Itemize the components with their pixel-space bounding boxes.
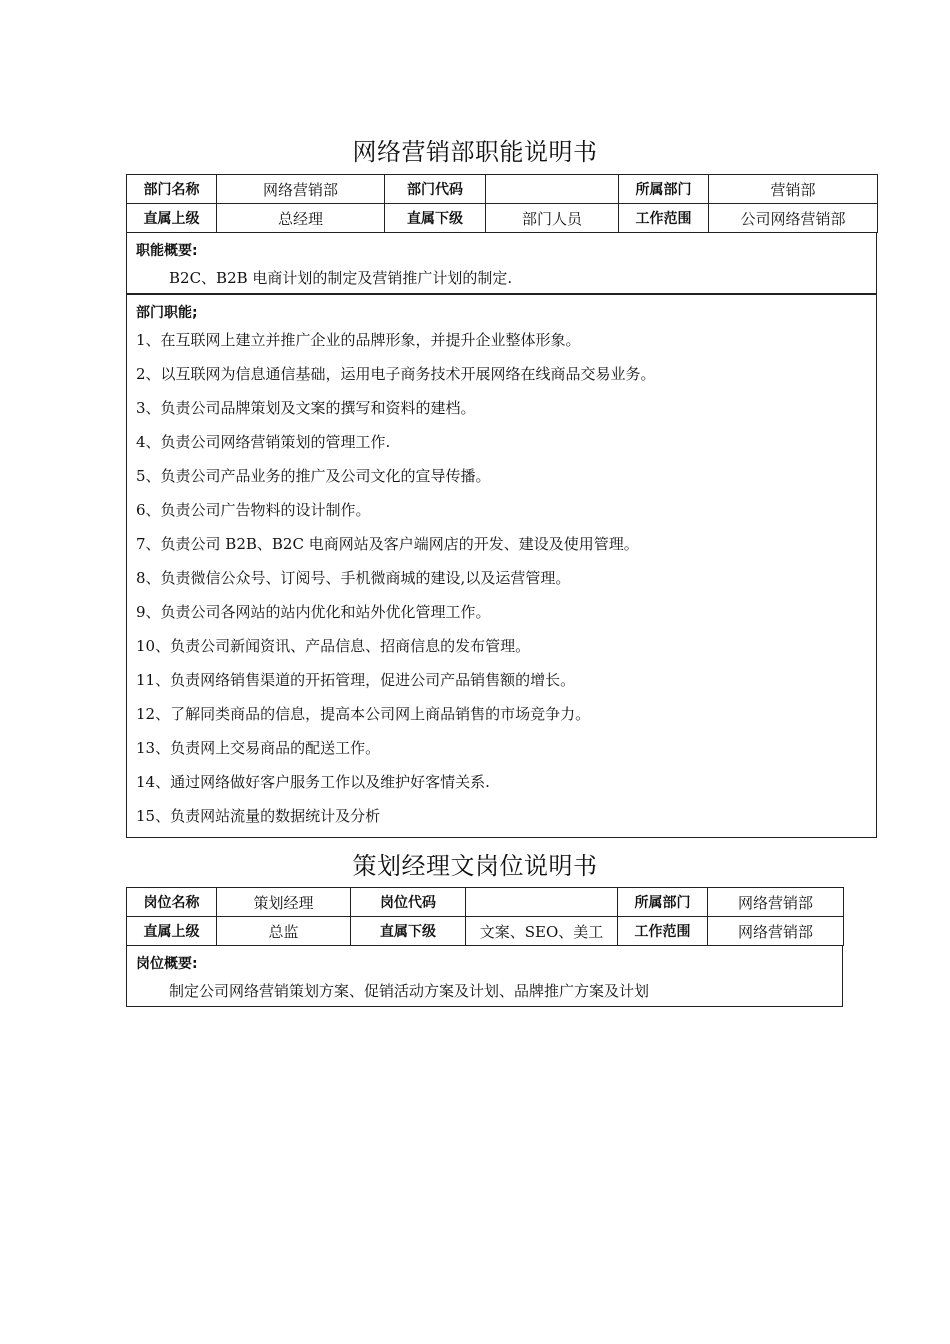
dept-code-label: 部门代码 <box>385 175 486 204</box>
parent-dept-label: 所属部门 <box>618 888 708 917</box>
function-summary-text: B2C、B2B 电商计划的制定及营销推广计划的制定. <box>169 269 513 287</box>
superior-label: 直属上级 <box>127 204 217 233</box>
list-item: 10、负责公司新闻资讯、产品信息、招商信息的发布管理。 <box>136 637 531 655</box>
position-code-value <box>466 888 618 917</box>
scope-value: 公司网络营销部 <box>709 204 878 233</box>
position-info-table <box>126 887 844 946</box>
parent-dept-label: 所属部门 <box>619 175 709 204</box>
scope-value: 网络营销部 <box>708 917 844 946</box>
list-item: 12、了解同类商品的信息，提高本公司网上商品销售的市场竞争力。 <box>136 705 591 723</box>
table-row <box>127 917 844 946</box>
list-item: 11、负责网络销售渠道的开拓管理，促进公司产品销售额的增长。 <box>136 671 576 689</box>
parent-dept-value: 网络营销部 <box>708 888 844 917</box>
superior-value: 总经理 <box>217 204 385 233</box>
list-item: 4、负责公司网络营销策划的管理工作. <box>136 433 391 451</box>
position-code-label: 岗位代码 <box>351 888 466 917</box>
list-item: 9、负责公司各网站的站内优化和站外优化管理工作。 <box>136 603 491 621</box>
table-row <box>127 204 878 233</box>
list-item: 13、负责网上交易商品的配送工作。 <box>136 739 381 757</box>
list-item: 5、负责公司产品业务的推广及公司文化的宣导传播。 <box>136 467 491 485</box>
department-duties-section <box>126 294 877 838</box>
position-summary-section <box>126 946 843 1007</box>
position-summary-text: 制定公司网络营销策划方案、促销活动方案及计划、品牌推广方案及计划 <box>169 982 650 1000</box>
function-summary-section <box>126 233 877 294</box>
dept-name-value: 网络营销部 <box>217 175 385 204</box>
subordinate-label: 直属下级 <box>351 917 466 946</box>
list-item: 7、负责公司 B2B、B2C 电商网站及客户端网店的开发、建设及使用管理。 <box>136 535 639 553</box>
dept-name-label: 部门名称 <box>127 175 217 204</box>
position-name-value: 策划经理 <box>217 888 351 917</box>
table-row <box>127 175 878 204</box>
superior-label: 直属上级 <box>127 917 217 946</box>
section-title: 策划经理文岗位说明书 <box>352 852 598 880</box>
list-item: 6、负责公司广告物料的设计制作。 <box>136 501 371 519</box>
position-summary-label: 岗位概要: <box>136 956 198 972</box>
duties-label: 部门职能; <box>136 305 198 321</box>
subordinate-value: 部门人员 <box>486 204 619 233</box>
scope-label: 工作范围 <box>618 917 708 946</box>
scope-label: 工作范围 <box>619 204 709 233</box>
page-title: 网络营销部职能说明书 <box>352 138 598 166</box>
list-item: 1、在互联网上建立并推广企业的品牌形象，并提升企业整体形象。 <box>136 331 581 349</box>
list-item: 3、负责公司品牌策划及文案的撰写和资料的建档。 <box>136 399 476 417</box>
position-name-label: 岗位名称 <box>127 888 217 917</box>
list-item: 8、负责微信公众号、订阅号、手机微商城的建设,以及运营管理。 <box>136 569 571 587</box>
list-item: 14、通过网络做好客户服务工作以及维护好客情关系. <box>136 773 490 791</box>
department-info-table <box>126 174 878 233</box>
table-row <box>127 888 844 917</box>
function-summary-label: 职能概要: <box>136 243 198 259</box>
superior-value: 总监 <box>217 917 351 946</box>
dept-code-value <box>486 175 619 204</box>
list-item: 2、以互联网为信息通信基础，运用电子商务技术开展网络在线商品交易业务。 <box>136 365 656 383</box>
subordinate-value: 文案、SEO、美工 <box>466 917 618 946</box>
list-item: 15、负责网站流量的数据统计及分析 <box>136 807 381 825</box>
parent-dept-value: 营销部 <box>709 175 878 204</box>
subordinate-label: 直属下级 <box>385 204 486 233</box>
